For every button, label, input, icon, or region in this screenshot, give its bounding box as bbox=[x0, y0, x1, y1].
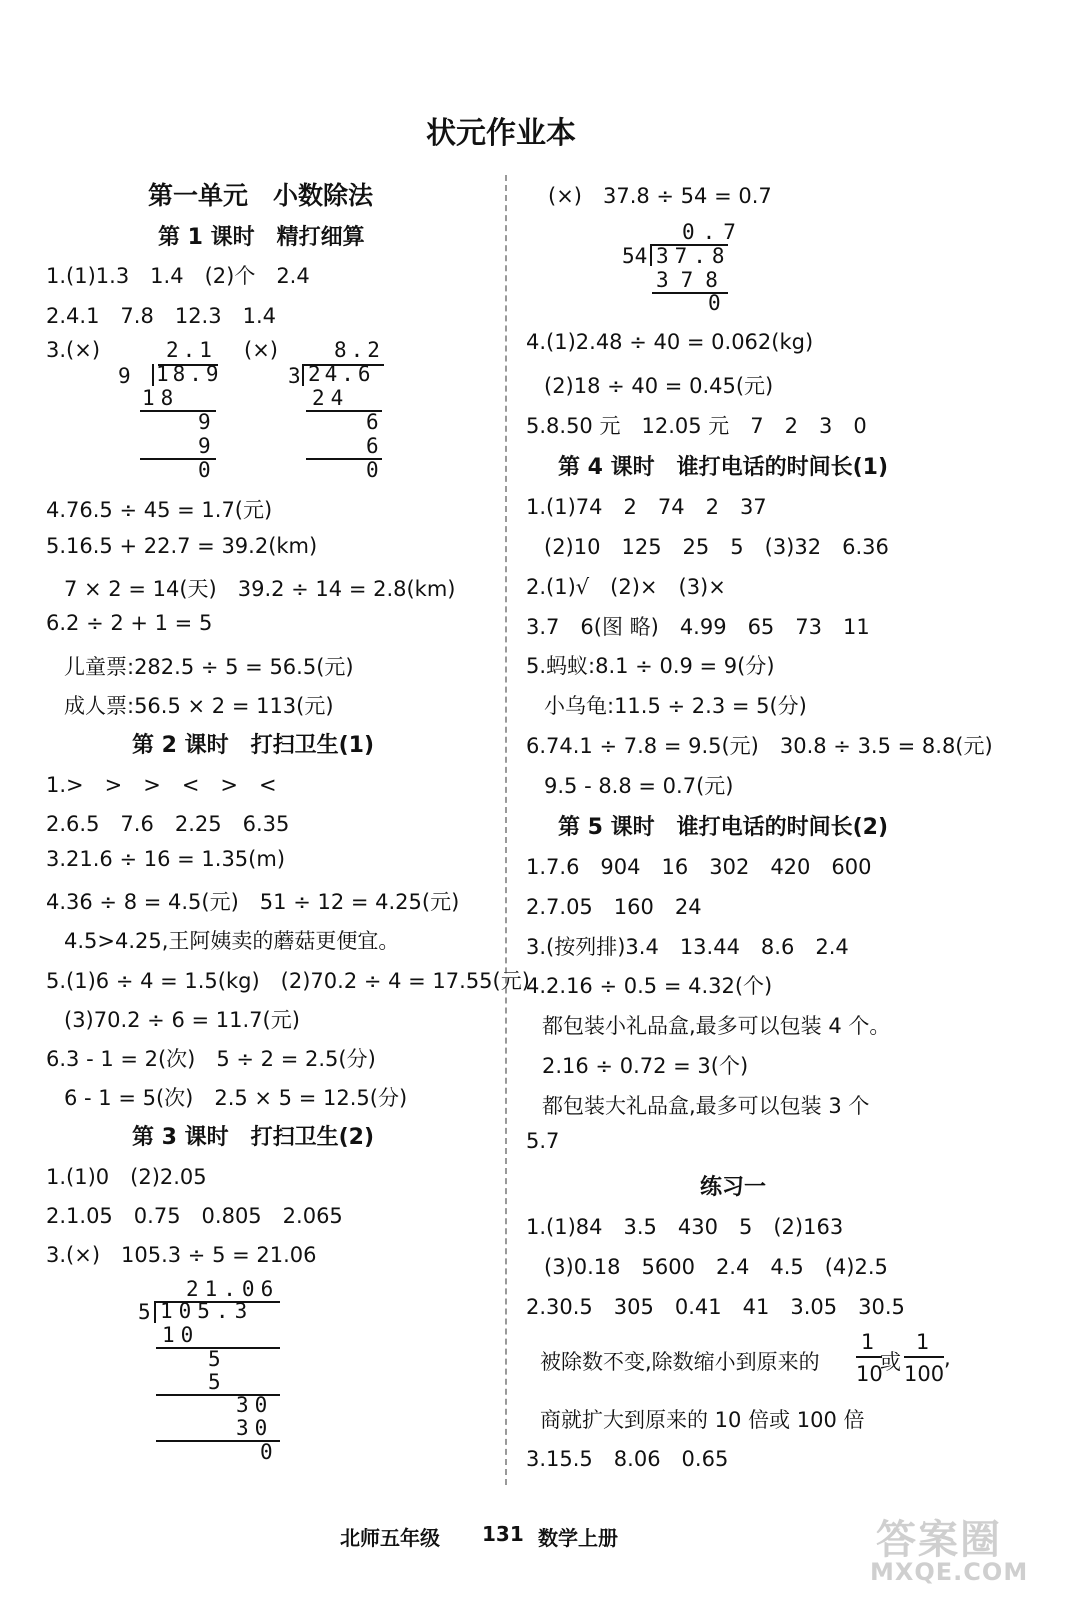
site-watermark-logo bbox=[870, 1508, 1050, 1588]
answer-line: 3.(按列排)3.4 13.44 8.6 2.4 bbox=[526, 935, 849, 959]
quotient: 21.06 bbox=[186, 1277, 280, 1301]
answer-line: 1.(1)0 (2)2.05 bbox=[46, 1165, 207, 1189]
remainder-step: 9 bbox=[198, 410, 211, 434]
answer-line: 6.2 ÷ 2 + 1 = 5 bbox=[46, 611, 213, 635]
answer-line: 2.(1)√ (2)× (3)× bbox=[526, 575, 726, 599]
watermark-top: 答案圈 bbox=[876, 1517, 1002, 1563]
answer-line: 2.30.5 305 0.41 41 3.05 30.5 bbox=[526, 1295, 905, 1319]
answer-line: 4.(1)2.48 ÷ 40 = 0.062(kg) bbox=[526, 330, 814, 354]
fraction-1-denominator: 10 bbox=[856, 1362, 883, 1386]
lesson5-title: 第 5 课时 谁打电话的时间长(2) bbox=[558, 815, 889, 840]
answer-line: 1.(1)84 3.5 430 5 (2)163 bbox=[526, 1215, 844, 1239]
subtract-step: 30 bbox=[236, 1416, 274, 1440]
subtract-step: 5 bbox=[208, 1370, 221, 1394]
fraction-2-bar bbox=[904, 1356, 944, 1358]
fraction-1-numerator: 1 bbox=[861, 1330, 875, 1354]
answer-line: 小乌龟:11.5 ÷ 2.3 = 5(分) bbox=[544, 694, 807, 718]
answer-line: (3)0.18 5600 2.4 4.5 (4)2.5 bbox=[544, 1255, 888, 1279]
fraction-1-bar bbox=[856, 1356, 882, 1358]
fraction-2-denominator: 100 bbox=[904, 1362, 945, 1386]
answer-line: 1.(1)74 2 74 2 37 bbox=[526, 495, 767, 519]
answer-line: 5.蚂蚁:8.1 ÷ 0.9 = 9(分) bbox=[526, 654, 775, 678]
column-divider bbox=[505, 175, 507, 1485]
answer-line: 2.4.1 7.8 12.3 1.4 bbox=[46, 304, 276, 328]
answer-mark: 3.(×) bbox=[46, 338, 101, 362]
answer-line: 都包装大礼品盒,最多可以包装 3 个 bbox=[542, 1094, 870, 1118]
answer-line: 9.5 - 8.8 = 0.7(元) bbox=[544, 774, 734, 798]
lesson3-title: 第 3 课时 打扫卫生(2) bbox=[132, 1125, 375, 1150]
remainder-step: 0 bbox=[708, 291, 721, 315]
answer-line: 5.7 bbox=[526, 1129, 560, 1153]
remainder-step: 5 bbox=[208, 1347, 221, 1371]
unit-title: 第一单元 小数除法 bbox=[148, 181, 374, 210]
answer-line: 2.6.5 7.6 2.25 6.35 bbox=[46, 812, 290, 836]
subtract-step: 9 bbox=[198, 434, 211, 458]
division-bracket bbox=[650, 244, 652, 266]
answer-line: 4.5>4.25,王阿姨卖的蘑菇更便宜。 bbox=[64, 929, 400, 953]
lesson4-title: 第 4 课时 谁打电话的时间长(1) bbox=[558, 455, 889, 480]
fraction-2-numerator: 1 bbox=[916, 1330, 930, 1354]
subtract-step: 18 bbox=[142, 386, 180, 410]
answer-line: 4.2.16 ÷ 0.5 = 4.32(个) bbox=[526, 974, 773, 998]
answer-line: 6.74.1 ÷ 7.8 = 9.5(元) 30.8 ÷ 3.5 = 8.8(元) bbox=[526, 734, 993, 758]
answer-line: 4.76.5 ÷ 45 = 1.7(元) bbox=[46, 498, 273, 522]
answer-line: 7 × 2 = 14(天) 39.2 ÷ 14 = 2.8(km) bbox=[64, 577, 456, 601]
answer-line: 3.15.5 8.06 0.65 bbox=[526, 1447, 729, 1471]
dividend: 105.3 bbox=[160, 1299, 254, 1323]
watermark-bottom: MXQE.COM bbox=[870, 1558, 1029, 1586]
answer-line: 4.36 ÷ 8 = 4.5(元) 51 ÷ 12 = 4.25(元) bbox=[46, 890, 460, 914]
answer-line: 1.(1)1.3 1.4 (2)个 2.4 bbox=[46, 264, 310, 288]
divisor: 5 bbox=[138, 1300, 151, 1324]
footer-grade: 北师五年级 bbox=[340, 1526, 440, 1550]
divisor: 3 bbox=[288, 364, 301, 388]
answer-mark: (×) bbox=[244, 338, 278, 362]
answer-line: 商就扩大到原来的 10 倍或 100 倍 bbox=[540, 1408, 865, 1432]
divisor: 9 bbox=[118, 364, 131, 388]
answer-line: 2.16 ÷ 0.72 = 3(个) bbox=[542, 1054, 749, 1078]
subtract-step: 10 bbox=[162, 1323, 200, 1347]
division-bracket bbox=[302, 364, 304, 386]
answer-line: (3)70.2 ÷ 6 = 11.7(元) bbox=[64, 1008, 300, 1032]
page-number: 131 bbox=[482, 1522, 524, 1546]
footer-subject: 数学上册 bbox=[538, 1526, 618, 1550]
answer-line: 3.(×) 105.3 ÷ 5 = 21.06 bbox=[46, 1243, 317, 1267]
quotient: 2.1 bbox=[166, 338, 216, 362]
remainder-step: 6 bbox=[366, 410, 379, 434]
answer-line: (2)18 ÷ 40 = 0.45(元) bbox=[544, 374, 774, 398]
answer-line: 儿童票:282.5 ÷ 5 = 56.5(元) bbox=[64, 655, 354, 679]
quotient: 8.2 bbox=[334, 338, 384, 362]
lesson1-title: 第 1 课时 精打细算 bbox=[158, 225, 365, 250]
divisor: 54 bbox=[622, 244, 648, 268]
fraction-text: 或 bbox=[880, 1350, 901, 1374]
answer-line: 1.7.6 904 16 302 420 600 bbox=[526, 855, 872, 879]
dividend: 37.8 bbox=[656, 244, 731, 268]
answer-line: (2)10 125 25 5 (3)32 6.36 bbox=[544, 535, 889, 559]
lesson2-title: 第 2 课时 打扫卫生(1) bbox=[132, 733, 375, 758]
page-title: 状元作业本 bbox=[426, 116, 576, 151]
answer-line: 都包装小礼品盒,最多可以包装 4 个。 bbox=[542, 1014, 891, 1038]
answer-line: 成人票:56.5 × 2 = 113(元) bbox=[64, 694, 334, 718]
answer-line: 2.7.05 160 24 bbox=[526, 895, 702, 919]
answer-line: 5.(1)6 ÷ 4 = 1.5(kg) (2)70.2 ÷ 4 = 17.55(元) bbox=[46, 969, 530, 993]
fraction-text: , bbox=[944, 1346, 951, 1370]
quotient: 0.7 bbox=[682, 220, 744, 244]
remainder-step: 0 bbox=[366, 458, 379, 482]
answer-line: 6.3 - 1 = 2(次) 5 ÷ 2 = 2.5(分) bbox=[46, 1047, 376, 1071]
subtract-step: 6 bbox=[366, 434, 379, 458]
answer-line: 3.7 6(图 略) 4.99 65 73 11 bbox=[526, 615, 870, 639]
answer-line: (×) 37.8 ÷ 54 = 0.7 bbox=[548, 184, 772, 208]
answer-line: 3.21.6 ÷ 16 = 1.35(m) bbox=[46, 847, 286, 871]
remainder-step: 0 bbox=[260, 1440, 273, 1464]
dividend: 18.9 bbox=[156, 362, 223, 386]
division-bracket bbox=[152, 364, 154, 386]
answer-line: 1.> > > < > < bbox=[46, 773, 277, 797]
dividend: 24.6 bbox=[308, 362, 375, 386]
division-bracket bbox=[154, 1301, 156, 1323]
answer-line: 6 - 1 = 5(次) 2.5 × 5 = 12.5(分) bbox=[64, 1086, 408, 1110]
answer-line: 5.16.5 + 22.7 = 39.2(km) bbox=[46, 534, 318, 558]
subtract-step: 378 bbox=[656, 268, 730, 292]
practice-title: 练习一 bbox=[700, 1175, 767, 1200]
remainder-step: 30 bbox=[236, 1393, 274, 1417]
subtract-step: 24 bbox=[312, 386, 350, 410]
answer-line: 2.1.05 0.75 0.805 2.065 bbox=[46, 1204, 343, 1228]
fraction-text: 被除数不变,除数缩小到原来的 bbox=[540, 1350, 820, 1374]
remainder-step: 0 bbox=[198, 458, 211, 482]
answer-line: 5.8.50 元 12.05 元 7 2 3 0 bbox=[526, 414, 867, 438]
